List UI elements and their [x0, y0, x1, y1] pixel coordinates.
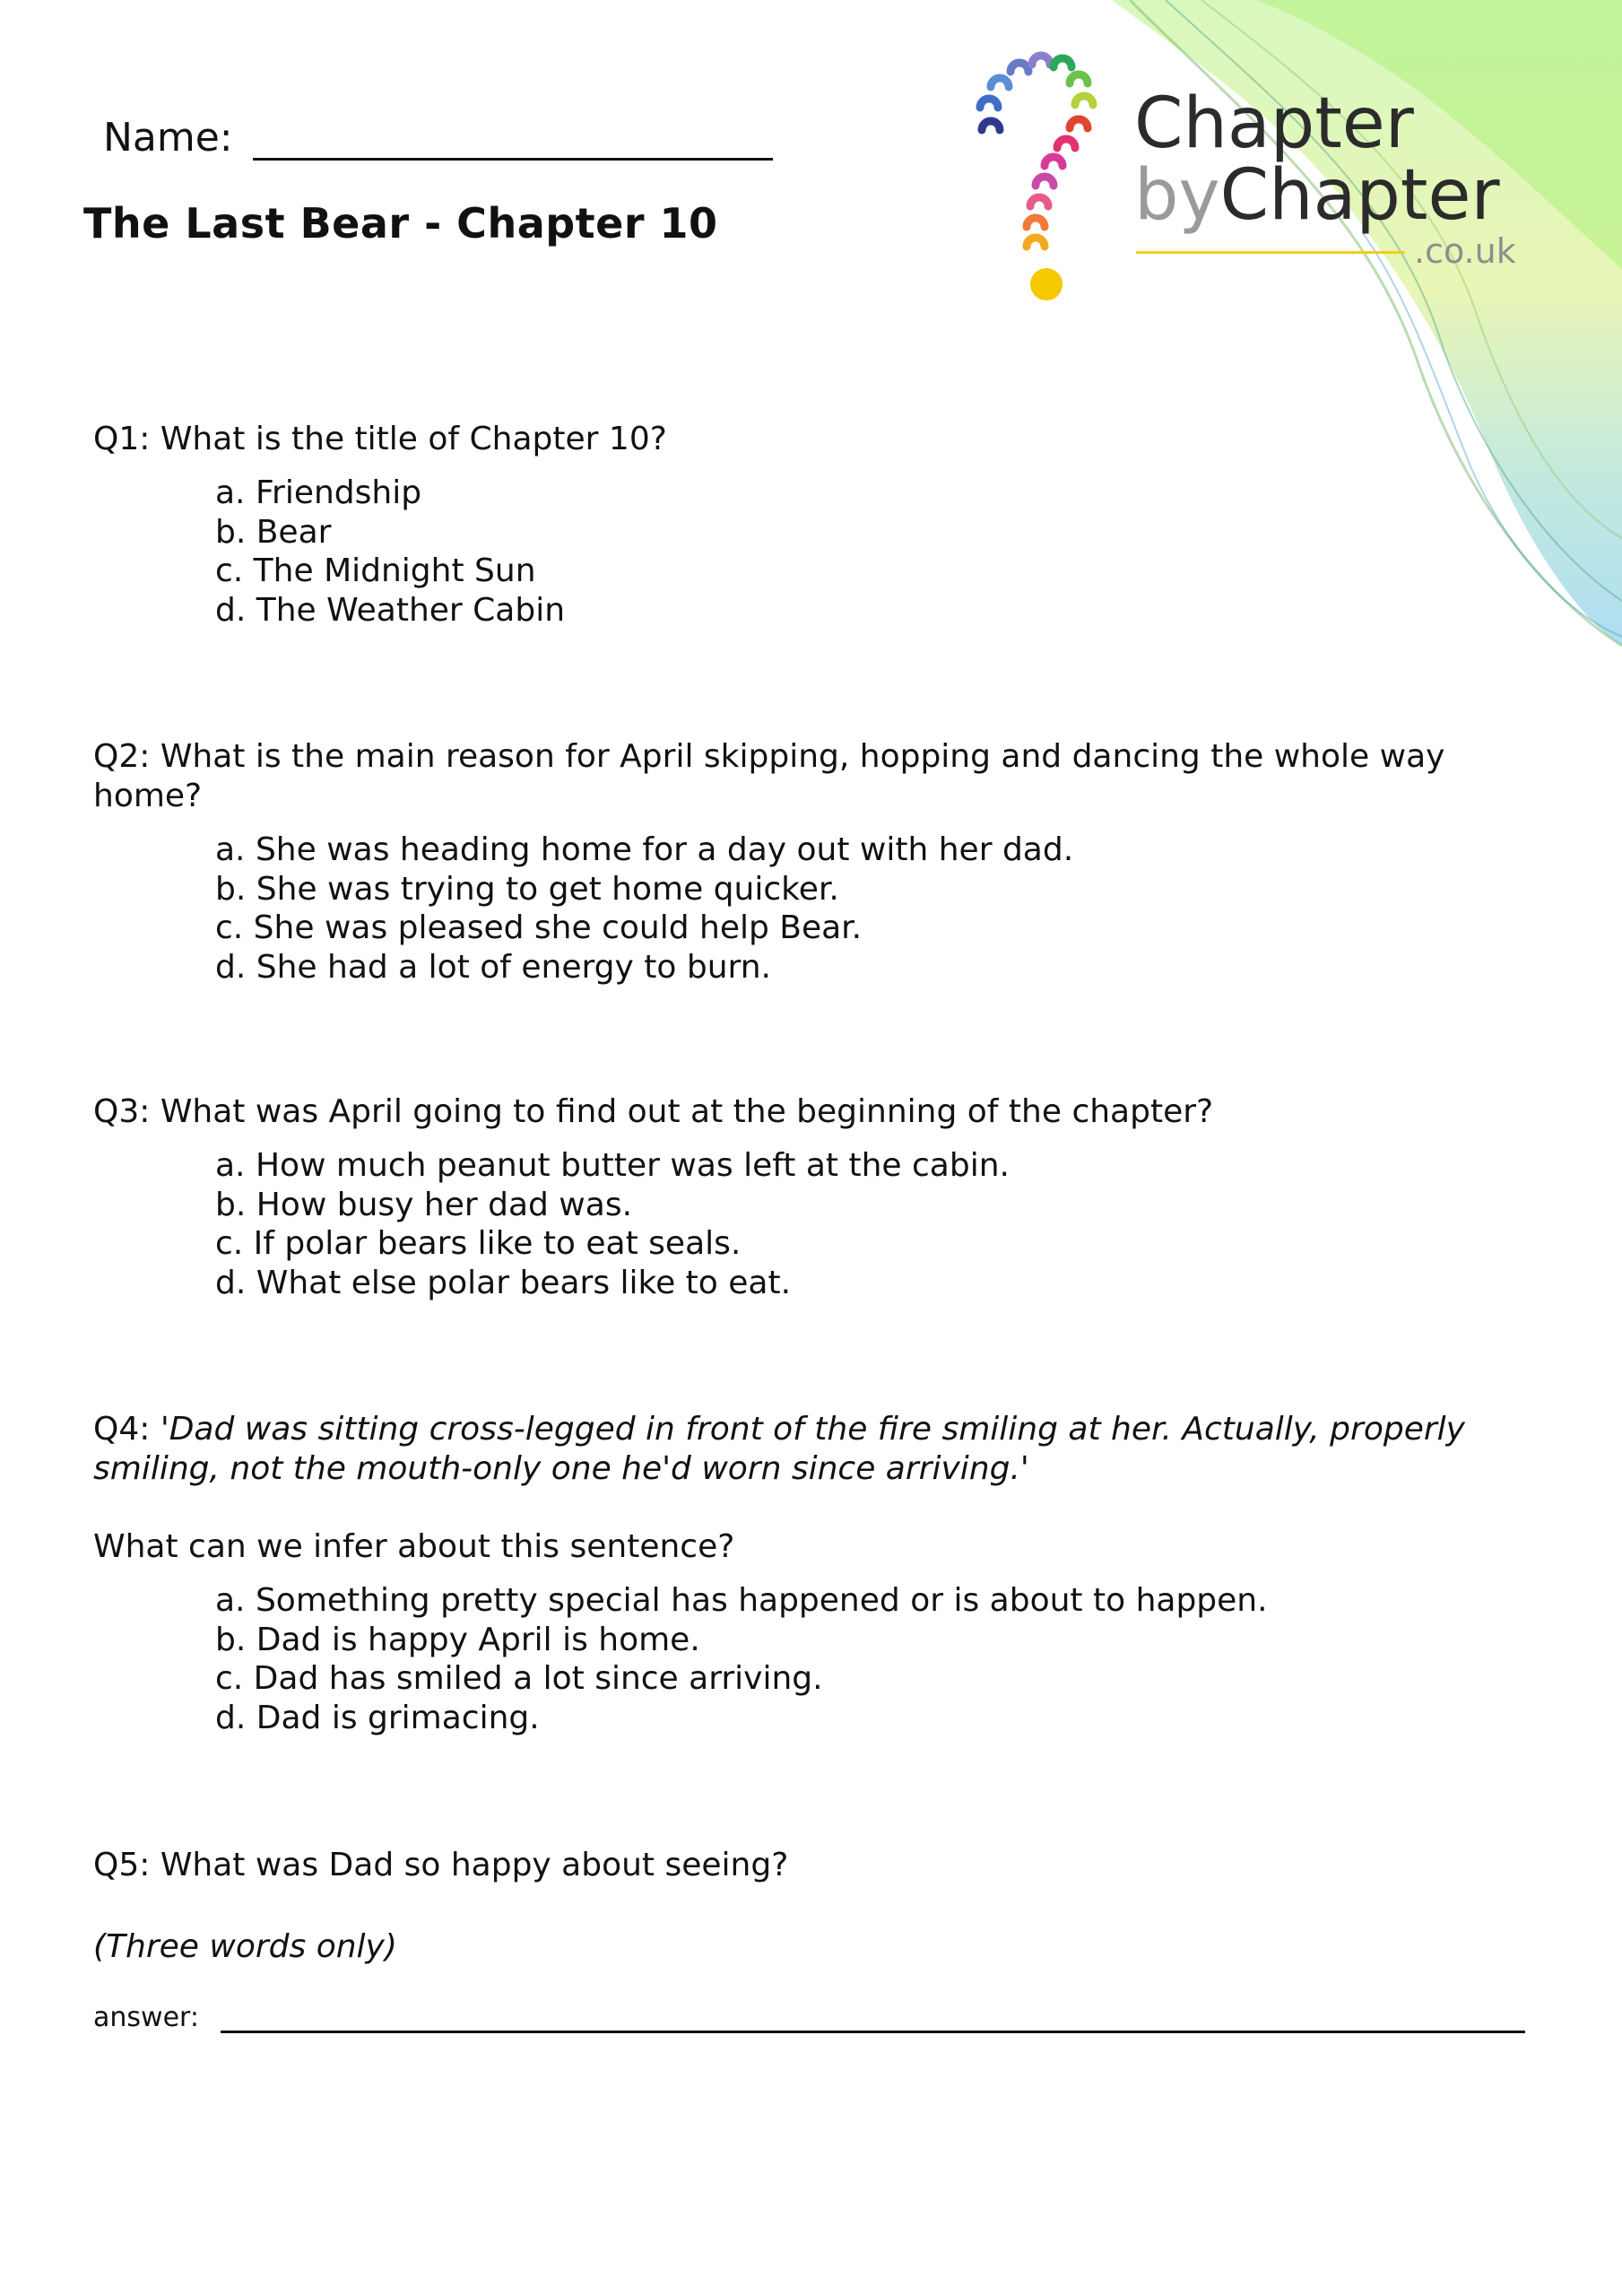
options-list	[215, 474, 667, 630]
question-5	[93, 1846, 788, 1967]
question-2	[93, 737, 1444, 987]
question-note: (Three words only)	[93, 1928, 397, 1965]
book-question-mark-icon	[964, 49, 1125, 309]
logo-domain-row	[1134, 231, 1516, 271]
option-a[interactable]: a. Friendship	[215, 474, 422, 511]
option-d[interactable]: d. She had a lot of energy to burn.	[215, 948, 771, 986]
option-b[interactable]: b. Dad is happy April is home.	[215, 1621, 700, 1658]
question-4	[93, 1410, 1465, 1737]
logo-line-chapter: Chapter	[1134, 83, 1414, 164]
logo-line-bychapter	[1134, 155, 1500, 236]
question-text: Q1: What is the title of Chapter 10?	[93, 421, 667, 457]
logo-underline	[1136, 251, 1405, 254]
option-a[interactable]: a. How much peanut butter was left at the cabin.	[215, 1147, 1010, 1184]
name-label: Name:	[103, 115, 233, 161]
question-text: Q5: What was Dad so happy about seeing?	[93, 1847, 789, 1883]
question-quote: 'Dad was sitting cross-legged in front of the fire smiling at her. Actually, properly smiling, not the mouth-only one he'd worn since arriving.'	[93, 1411, 1465, 1487]
question-text	[93, 1410, 1465, 1489]
option-d[interactable]: d. What else polar bears like to eat.	[215, 1264, 792, 1301]
chapter-by-chapter-logo	[1134, 83, 1516, 271]
option-d[interactable]: d. The Weather Cabin	[215, 591, 566, 629]
question-prompt: What can we infer about this sentence?	[93, 1528, 735, 1565]
option-c[interactable]: c. If polar bears like to eat seals.	[215, 1225, 742, 1262]
option-b[interactable]: b. She was trying to get home quicker.	[215, 870, 839, 908]
logo-by: by	[1134, 155, 1220, 236]
option-a[interactable]: a. Something pretty special has happened or is about to happen.	[215, 1582, 1268, 1619]
question-1	[93, 420, 667, 630]
question-prefix: Q4:	[93, 1411, 160, 1448]
option-b[interactable]: b. How busy her dad was.	[215, 1186, 633, 1223]
logo-chapter: Chapter	[1219, 155, 1500, 236]
answer-label: answer:	[93, 2002, 199, 2033]
question-text: Q2: What is the main reason for April skipping, hopping and dancing the whole way home?	[93, 738, 1445, 814]
option-a[interactable]: a. She was heading home for a day out with her dad.	[215, 831, 1074, 868]
logo-domain: .co.uk	[1414, 231, 1516, 271]
option-c[interactable]: c. She was pleased she could help Bear.	[215, 909, 863, 946]
option-c[interactable]: c. Dad has smiled a lot since arriving.	[215, 1660, 823, 1697]
option-c[interactable]: c. The Midnight Sun	[215, 552, 536, 589]
options-list	[215, 1146, 1213, 1302]
page-title: The Last Bear - Chapter 10	[83, 199, 718, 248]
option-b[interactable]: b. Bear	[215, 513, 332, 551]
name-input-line[interactable]	[253, 118, 773, 161]
answer-input-line[interactable]	[221, 2009, 1525, 2033]
name-field-row	[103, 115, 773, 161]
options-list	[215, 1581, 1465, 1737]
options-list	[215, 831, 1444, 987]
answer-row	[93, 2002, 1525, 2033]
question-3	[93, 1092, 1213, 1302]
question-text: Q3: What was April going to find out at the beginning of the chapter?	[93, 1093, 1214, 1130]
option-d[interactable]: d. Dad is grimacing.	[215, 1699, 540, 1736]
